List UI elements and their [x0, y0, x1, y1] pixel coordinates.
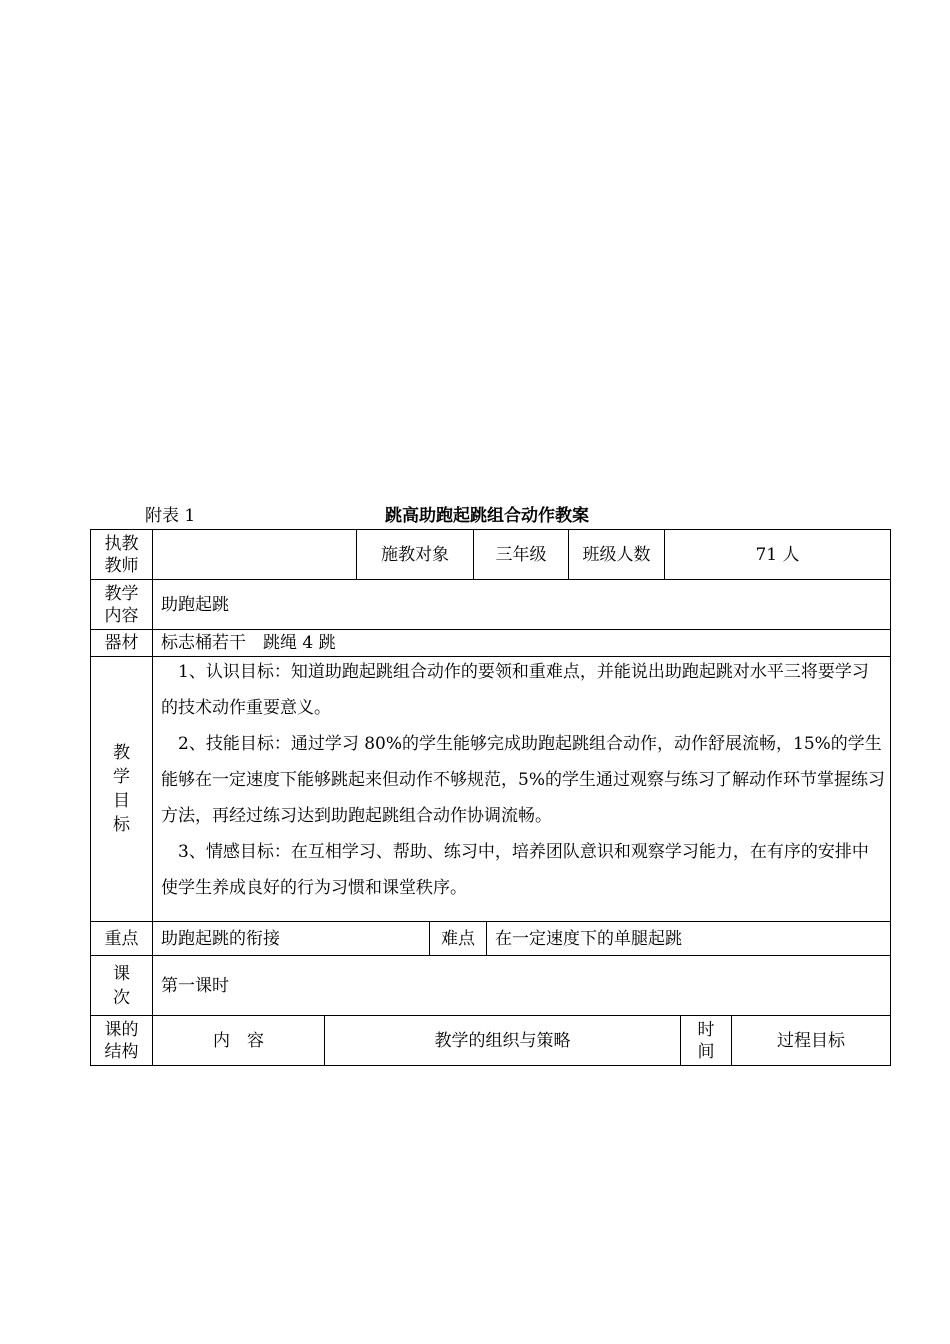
class-size-label: 班级人数	[568, 529, 665, 580]
structure-label	[90, 1015, 153, 1066]
content-label	[90, 579, 153, 630]
key-point-value: 助跑起跳的衔接	[152, 921, 430, 956]
goal-skill: 2、技能目标：通过学习 80%的学生能够完成助跑起跳组合动作，动作舒展流畅，15%的学生能够在一定速度下能够跳起来但动作不够规范，5%的学生通过观察与练习了解动作环节掌握练习方法，再经过练习达到助跑起跳组合动作协调流畅。	[161, 734, 885, 826]
structure-label-line1: 课的	[104, 1019, 139, 1040]
content-label-line1: 教学	[104, 583, 139, 604]
equipment-value: 标志桶若干 跳绳 4 跳	[152, 629, 891, 657]
teacher-label	[90, 529, 153, 580]
class-size-value: 71 人	[664, 529, 891, 580]
teacher-value	[152, 529, 357, 580]
goals-label-char: 目	[113, 791, 130, 811]
strategy-header: 教学的组织与策略	[324, 1015, 681, 1066]
goals-label-char: 学	[113, 767, 130, 787]
lesson-value: 第一课时	[152, 955, 891, 1016]
key-point-label: 重点	[90, 921, 153, 956]
time-header-line1: 时	[697, 1019, 715, 1040]
equipment-label: 器材	[90, 629, 153, 657]
lesson-label-line2: 次	[113, 987, 130, 1008]
teacher-label-line1: 执教	[104, 533, 139, 554]
difficulty-value: 在一定速度下的单腿起跳	[486, 921, 891, 956]
lesson-label	[90, 955, 153, 1016]
process-goal-header: 过程目标	[731, 1015, 891, 1066]
difficulty-label: 难点	[429, 921, 487, 956]
target-value: 三年级	[473, 529, 569, 580]
caption-appendix: 附表 1	[145, 506, 196, 526]
goals-label-char: 标	[113, 815, 130, 835]
time-header	[680, 1015, 732, 1066]
goals-label	[90, 656, 153, 922]
teacher-label-line2: 教师	[104, 555, 139, 576]
content-value: 助跑起跳	[152, 579, 891, 630]
lesson-label-line1: 课	[113, 963, 130, 984]
page-title: 跳高助跑起跳组合动作教案	[385, 506, 589, 526]
content-label-line2: 内容	[104, 605, 139, 626]
structure-label-line2: 结构	[104, 1041, 139, 1062]
goal-cognitive: 1、认识目标：知道助跑起跳组合动作的要领和重难点，并能说出助跑起跳对水平三将要学习的技术动作重要意义。	[161, 662, 869, 718]
goals-label-char: 教	[113, 743, 130, 763]
goal-affective: 3、情感目标：在互相学习、帮助、练习中，培养团队意识和观察学习能力，在有序的安排中使学生养成良好的行为习惯和课堂秩序。	[161, 842, 869, 898]
target-label: 施教对象	[356, 529, 474, 580]
time-header-line2: 间	[697, 1041, 715, 1062]
content-header: 内 容	[152, 1015, 325, 1066]
goals-text	[161, 654, 885, 906]
